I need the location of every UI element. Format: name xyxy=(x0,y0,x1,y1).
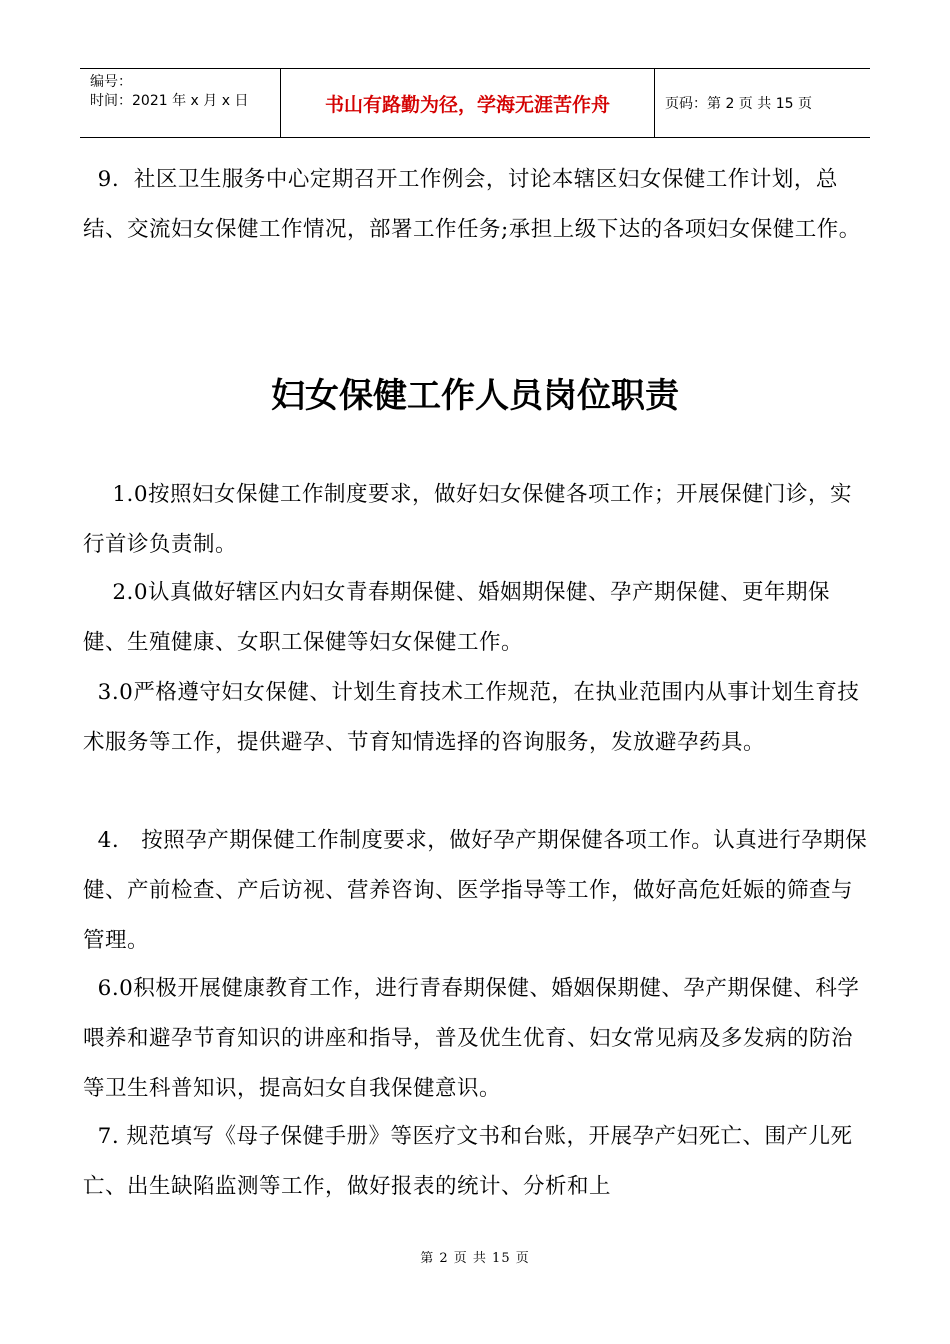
section-title: 妇女保健工作人员岗位职责 xyxy=(271,376,679,416)
duty-item-3: 3.0严格遵守妇女保健、计划生育技术工作规范，在执业范围内从事计划生育技术服务等工作，提供避孕、节育知情选择的咨询服务，发放避孕药具。 xyxy=(83,680,860,755)
document-date-label: 时间：2021 年 x 月 x 日 xyxy=(90,93,249,109)
header-motto: 书山有路勤为径，学海无涯苦作舟 xyxy=(281,69,655,137)
duty-item-7: 7. 规范填写《母子保健手册》等医疗文书和台账，开展孕产妇死亡、围产儿死亡、出生缺陷监测等工作，做好报表的统计、分析和上 xyxy=(83,1124,853,1199)
duty-item-6: 6.0积极开展健康教育工作，进行青春期保健、婚姻保期健、孕产期保健、科学喂养和避孕节育知识的讲座和指导，普及优生优育、妇女常见病及多发病的防治等卫生科普知识，提高妇女自我保健意识。 xyxy=(83,976,860,1101)
intro-paragraph: 9. 社区卫生服务中心定期召开工作例会，讨论本辖区妇女保健工作计划，总结、交流妇女保健工作情况，部署工作任务;承担上级下达的各项妇女保健工作。 xyxy=(83,167,861,242)
header-meta xyxy=(80,69,281,137)
duty-item-2: 2.0认真做好辖区内妇女青春期保健、婚姻期保健、孕产期保健、更年期保健、生殖健康、女职工保健等妇女保健工作。 xyxy=(83,580,831,655)
duty-item-4: 4. 按照孕产期保健工作制度要求，做好孕产期保健各项工作。认真进行孕期保健、产前检查、产后访视、营养咨询、医学指导等工作，做好高危妊娠的筛查与管理。 xyxy=(83,828,868,953)
document-number-label: 编号： xyxy=(90,74,132,90)
header-page-info: 页码：第 2 页 共 15 页 xyxy=(665,96,812,112)
page-header xyxy=(80,68,870,138)
page-footer: 第 2 页 共 15 页 xyxy=(420,1251,530,1266)
duty-item-1: 1.0按照妇女保健工作制度要求，做好妇女保健各项工作；开展保健门诊，实行首诊负责制。 xyxy=(83,482,853,557)
